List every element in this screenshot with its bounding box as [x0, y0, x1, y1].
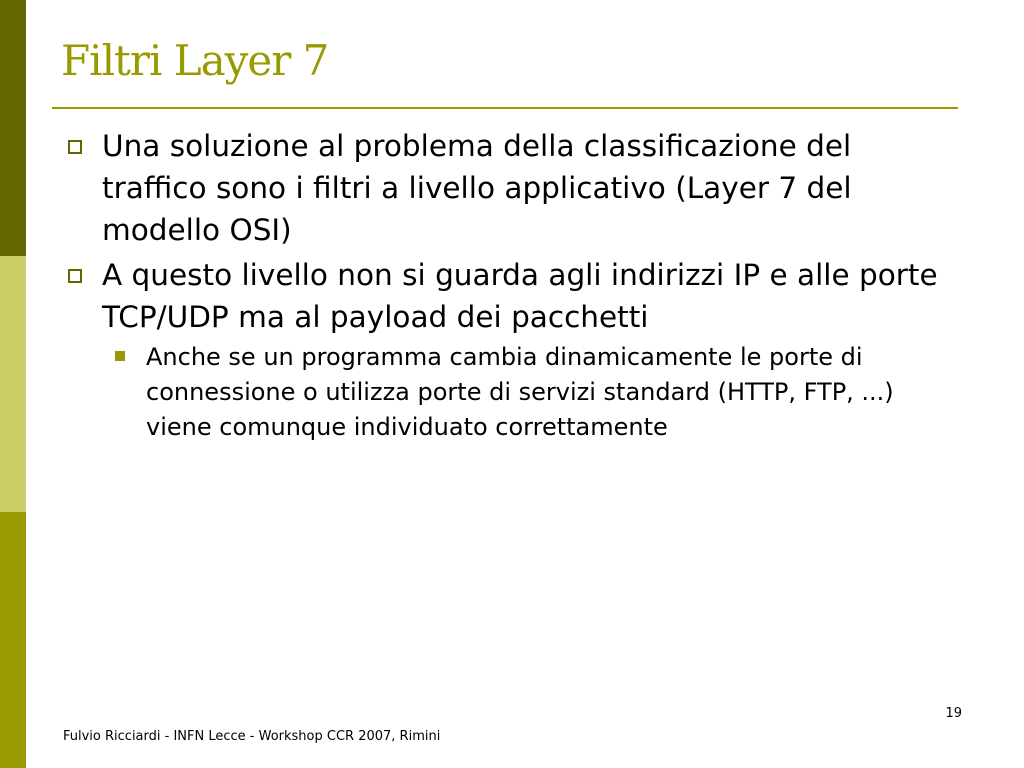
page-number: 19 — [945, 706, 962, 721]
sub-bullet-item — [115, 340, 961, 445]
footer-text: Fulvio Ricciardi - INFN Lecce - Workshop CCR 2007, Rimini — [63, 729, 441, 744]
bullet-text: Una soluzione al problema della classificazione del traffico sono i filtri a livello applicativo (Layer 7 del modello OSI) — [102, 129, 852, 247]
slide-title: Filtri Layer 7 — [61, 36, 329, 85]
bullet-item — [61, 254, 961, 338]
bullet-text: A questo livello non si guarda agli indirizzi IP e alle porte TCP/UDP ma al payload dei pacchetti — [102, 258, 938, 334]
title-divider — [52, 107, 958, 109]
side-bar-top — [0, 0, 26, 256]
hollow-square-bullet-icon — [68, 269, 82, 283]
bullet-item — [61, 125, 961, 251]
hollow-square-bullet-icon — [68, 140, 82, 154]
side-bar-middle — [0, 256, 26, 512]
filled-square-bullet-icon — [115, 351, 125, 361]
sub-bullet-text: Anche se un programma cambia dinamicamente le porte di connessione o utilizza porte di servizi standard (HTTP, FTP, ...) viene comunque individuato correttamente — [146, 343, 894, 441]
side-bar-bottom — [0, 512, 26, 768]
bullet-list — [61, 125, 961, 445]
